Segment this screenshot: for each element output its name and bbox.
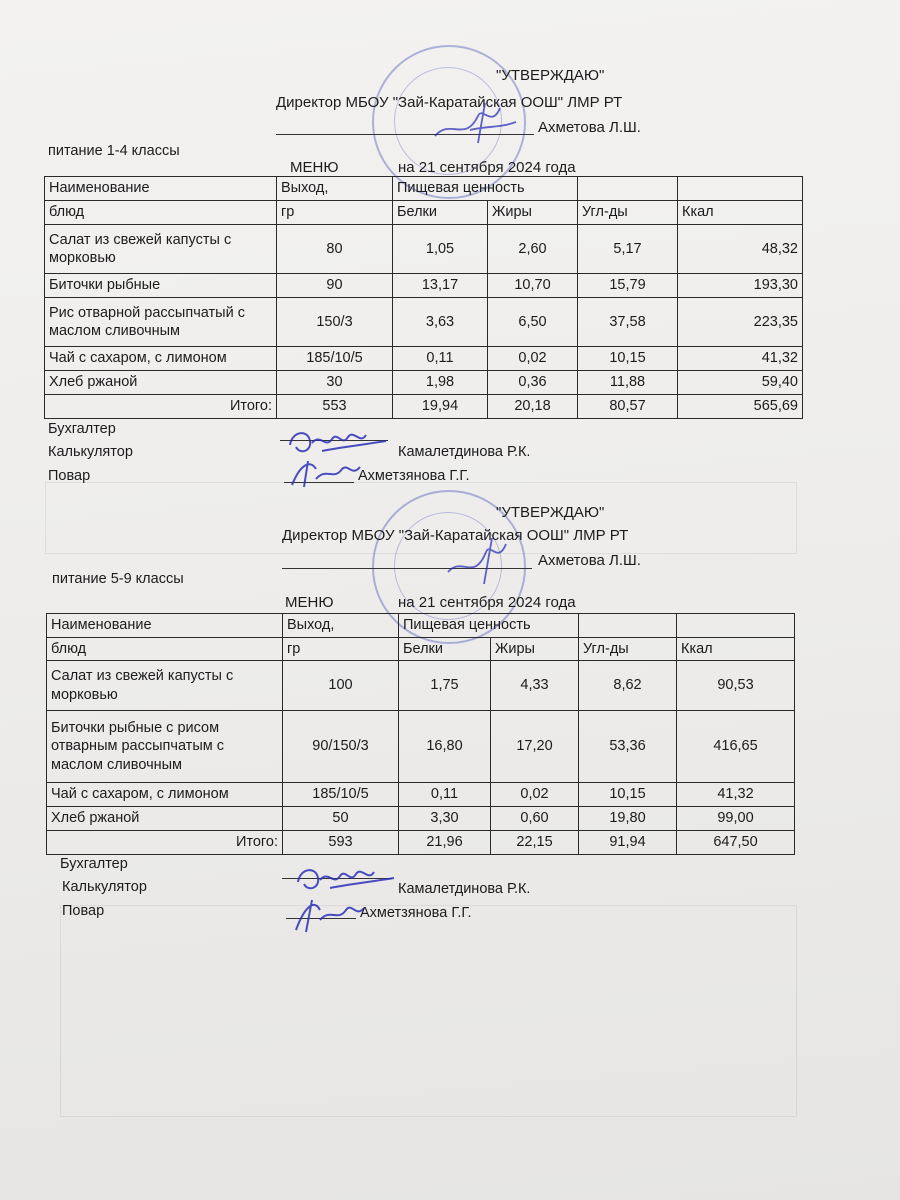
total-label: Итого: <box>45 395 277 419</box>
dish-name: Хлеб ржаной <box>47 807 283 831</box>
calculator-label: Калькулятор <box>62 879 147 895</box>
dish-name: Рис отварной рассыпчатый с маслом сливочным <box>45 298 277 347</box>
dish-fat: 2,60 <box>488 225 578 274</box>
dish-yield: 90/150/3 <box>283 711 399 783</box>
dish-kcal: 223,35 <box>678 298 803 347</box>
dish-fat: 6,50 <box>488 298 578 347</box>
dish-name: Чай с сахаром, с лимоном <box>47 783 283 807</box>
header-yield-2: гр <box>283 638 399 661</box>
header-protein: Белки <box>393 201 488 225</box>
dish-name: Чай с сахаром, с лимоном <box>45 347 277 371</box>
header-nutrition: Пищевая ценность <box>399 614 491 638</box>
table-row <box>45 298 803 347</box>
dish-name: Салат из свежей капусты с морковью <box>47 661 283 711</box>
dish-kcal: 41,32 <box>678 347 803 371</box>
table-row <box>45 371 803 395</box>
dish-protein: 1,98 <box>393 371 488 395</box>
cook-signature <box>286 455 366 491</box>
header-carbs: Угл-ды <box>579 638 677 661</box>
dish-yield: 100 <box>283 661 399 711</box>
cook-signature <box>290 892 370 936</box>
menu-table <box>44 176 803 419</box>
total-row <box>45 395 803 419</box>
dish-yield: 185/10/5 <box>283 783 399 807</box>
dish-yield: 80 <box>277 225 393 274</box>
dish-name: Салат из свежей капусты с морковью <box>45 225 277 274</box>
calculator-name: Камалетдинова Р.К. <box>398 444 531 460</box>
director-name: Ахметова Л.Ш. <box>538 552 641 569</box>
menu-date: на 21 сентября 2024 года <box>398 159 576 176</box>
table-header-row <box>47 614 795 638</box>
header-name: Наименование <box>45 177 277 201</box>
bleed-through-box <box>60 905 797 1117</box>
header-protein: Белки <box>399 638 491 661</box>
header-name: Наименование <box>47 614 283 638</box>
dish-carbs: 10,15 <box>579 783 677 807</box>
total-protein: 21,96 <box>399 831 491 855</box>
total-fat: 22,15 <box>491 831 579 855</box>
director-line: Директор МБОУ "Зай-Каратайская ООШ" ЛМР РТ <box>282 527 629 544</box>
total-carbs: 80,57 <box>578 395 678 419</box>
table-row <box>47 807 795 831</box>
table-row <box>45 274 803 298</box>
dish-name: Биточки рыбные с рисом отварным рассыпчатым с маслом сливочным <box>47 711 283 783</box>
table-header-row <box>45 177 803 201</box>
table-row <box>47 661 795 711</box>
menu-label: МЕНЮ <box>285 594 334 611</box>
dish-yield: 90 <box>277 274 393 298</box>
header-cell <box>678 177 803 201</box>
cook-label: Повар <box>62 903 105 919</box>
dish-fat: 4,33 <box>491 661 579 711</box>
dish-yield: 50 <box>283 807 399 831</box>
dish-fat: 10,70 <box>488 274 578 298</box>
table-row <box>45 347 803 371</box>
section-label: питание 1-4 классы <box>48 143 180 159</box>
header-fat: Жиры <box>488 201 578 225</box>
dish-yield: 150/3 <box>277 298 393 347</box>
dish-kcal: 59,40 <box>678 371 803 395</box>
dish-kcal: 193,30 <box>678 274 803 298</box>
dish-protein: 1,05 <box>393 225 488 274</box>
dish-carbs: 53,36 <box>579 711 677 783</box>
dish-protein: 13,17 <box>393 274 488 298</box>
header-cell <box>579 614 677 638</box>
dish-protein: 16,80 <box>399 711 491 783</box>
dish-kcal: 41,32 <box>677 783 795 807</box>
section-label: питание 5-9 классы <box>52 571 184 587</box>
director-signature <box>440 532 520 588</box>
cook-name: Ахметзянова Г.Г. <box>360 905 472 921</box>
header-name-2: блюд <box>45 201 277 225</box>
accountant-label: Бухгалтер <box>48 421 116 437</box>
header-yield: Выход, <box>283 614 399 638</box>
director-line: Директор МБОУ "Зай-Каратайская ООШ" ЛМР РТ <box>276 94 623 111</box>
total-kcal: 565,69 <box>678 395 803 419</box>
dish-fat: 0,02 <box>491 783 579 807</box>
calculator-name: Камалетдинова Р.К. <box>398 881 531 897</box>
dish-kcal: 48,32 <box>678 225 803 274</box>
table-row <box>45 225 803 274</box>
director-signature <box>430 98 520 148</box>
dish-name: Хлеб ржаной <box>45 371 277 395</box>
header-carbs: Угл-ды <box>578 201 678 225</box>
table-header-row <box>47 638 795 661</box>
cook-label: Повар <box>48 468 91 484</box>
dish-carbs: 10,15 <box>578 347 678 371</box>
header-name-2: блюд <box>47 638 283 661</box>
dish-carbs: 37,58 <box>578 298 678 347</box>
total-kcal: 647,50 <box>677 831 795 855</box>
total-yield: 553 <box>277 395 393 419</box>
director-name: Ахметова Л.Ш. <box>538 119 641 136</box>
dish-fat: 0,02 <box>488 347 578 371</box>
table-header-row <box>45 201 803 225</box>
total-yield: 593 <box>283 831 399 855</box>
dish-carbs: 11,88 <box>578 371 678 395</box>
accountant-label: Бухгалтер <box>60 856 128 872</box>
header-nutrition: Пищевая ценность <box>393 177 488 201</box>
header-kcal: Ккал <box>678 201 803 225</box>
dish-fat: 0,60 <box>491 807 579 831</box>
total-row <box>47 831 795 855</box>
header-fat: Жиры <box>491 638 579 661</box>
dish-kcal: 99,00 <box>677 807 795 831</box>
approval-title: "УТВЕРЖДАЮ" <box>496 67 605 84</box>
dish-carbs: 8,62 <box>579 661 677 711</box>
total-fat: 20,18 <box>488 395 578 419</box>
menu-table <box>46 613 795 855</box>
dish-protein: 3,63 <box>393 298 488 347</box>
menu-label: МЕНЮ <box>290 159 339 176</box>
dish-kcal: 416,65 <box>677 711 795 783</box>
dish-protein: 0,11 <box>399 783 491 807</box>
total-label: Итого: <box>47 831 283 855</box>
dish-carbs: 5,17 <box>578 225 678 274</box>
dish-kcal: 90,53 <box>677 661 795 711</box>
dish-carbs: 15,79 <box>578 274 678 298</box>
header-kcal: Ккал <box>677 638 795 661</box>
dish-name: Биточки рыбные <box>45 274 277 298</box>
dish-carbs: 19,80 <box>579 807 677 831</box>
menu-date: на 21 сентября 2024 года <box>398 594 576 611</box>
total-carbs: 91,94 <box>579 831 677 855</box>
header-cell <box>677 614 795 638</box>
dish-yield: 30 <box>277 371 393 395</box>
approval-title: "УТВЕРЖДАЮ" <box>496 504 605 521</box>
table-row <box>47 783 795 807</box>
table-row <box>47 711 795 783</box>
total-protein: 19,94 <box>393 395 488 419</box>
cook-name: Ахметзянова Г.Г. <box>358 468 470 484</box>
dish-protein: 3,30 <box>399 807 491 831</box>
header-yield-2: гр <box>277 201 393 225</box>
header-yield: Выход, <box>277 177 393 201</box>
dish-protein: 0,11 <box>393 347 488 371</box>
dish-fat: 0,36 <box>488 371 578 395</box>
calculator-label: Калькулятор <box>48 444 133 460</box>
dish-protein: 1,75 <box>399 661 491 711</box>
dish-yield: 185/10/5 <box>277 347 393 371</box>
header-cell <box>578 177 678 201</box>
dish-fat: 17,20 <box>491 711 579 783</box>
